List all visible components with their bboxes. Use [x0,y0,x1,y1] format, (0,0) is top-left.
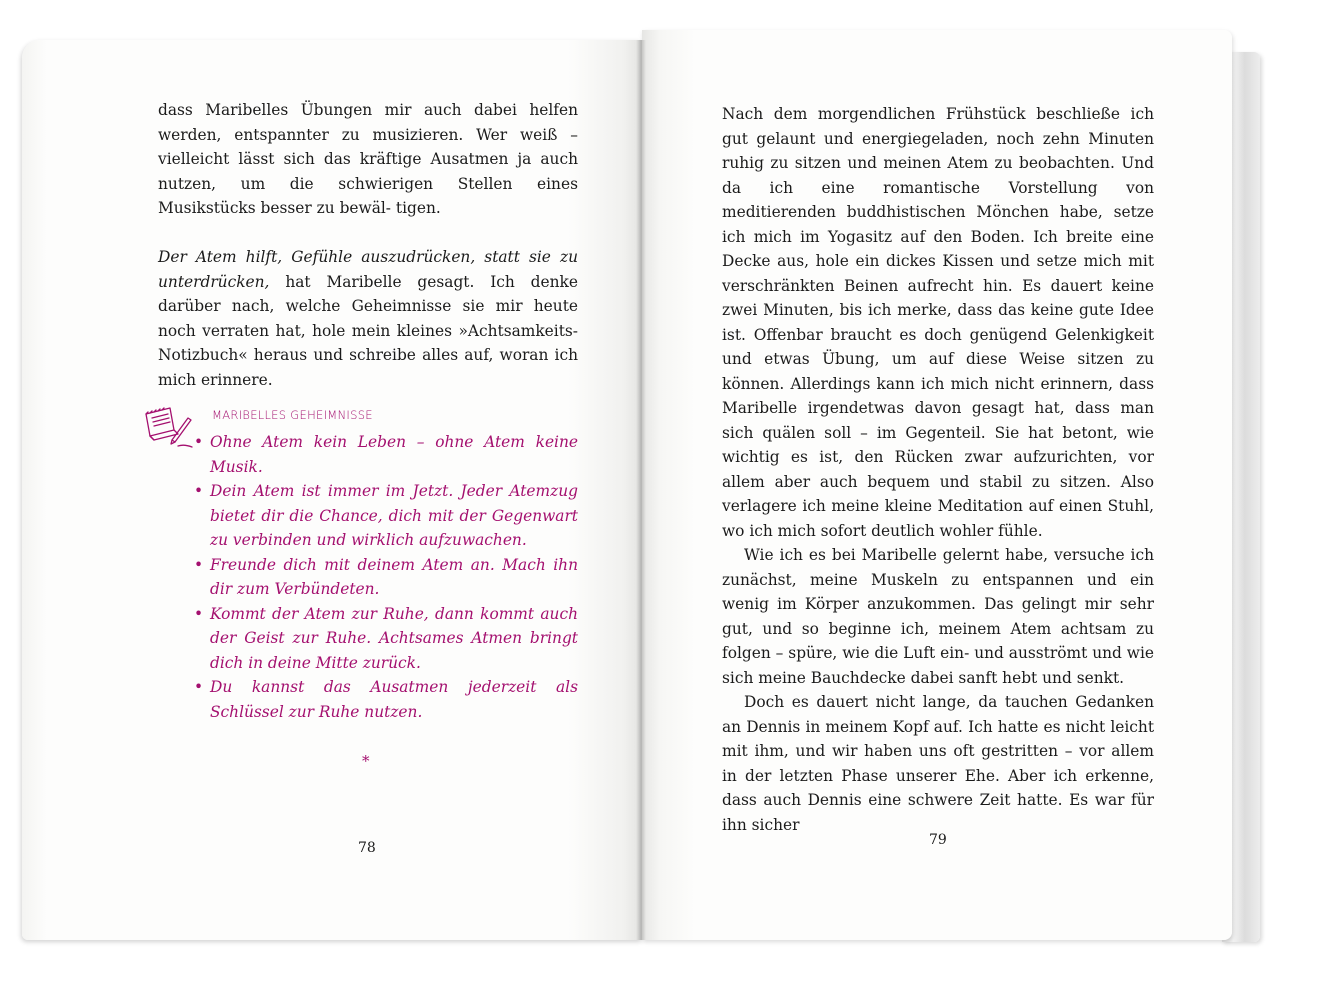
list-item [190,602,578,676]
left-paragraph-2 [158,245,578,392]
bullet-icon: • [194,555,204,574]
section-separator: * [362,752,370,770]
quote-italic: Der Atem hilft, Gefühle auszudrücken, statt sie zu unterdrücken, [158,248,578,291]
line: schwierigen Stellen eines Musikstücks besser zu bewäl- [158,174,578,217]
list-item [190,479,578,553]
right-paragraph-2: Wie ich es bei Maribelle gelernt habe, versuche ich zunächst, meine Muskeln zu entspannen und ein wenig im Körper anzukommen. Das gelingt mir sehr gut, und so beginne ich, meinem Atem achtsam zu folgen – spüre, wie die Luft ein- und ausströmt und wie sich meine Bauchdecke dabei sanft hebt und senkt. [722,546,1154,687]
secret-text: Dein Atem ist immer im Jetzt. Jeder Atemzug bietet dir die Chance, dich mit der Gegenwart zu verbinden und wirklich aufzuwachen. [210,482,578,549]
left-page [22,40,642,940]
bullet-icon: • [194,433,204,451]
secrets-list [190,430,578,724]
secret-text: Du kannst das Ausatmen jederzeit als Schlüssel zur Ruhe nutzen. [210,678,578,721]
notebook-pencil-icon [140,400,196,452]
line: entspannter zu musizieren. Wer weiß – vielleicht lässt [158,125,578,168]
bullet-icon: • [194,678,204,696]
right-page-body [722,102,1154,837]
line: dass Maribelles Übungen mir auch dabei helfen werden, [158,101,578,144]
line: tigen. [395,199,441,217]
right-paragraph-1: Nach dem morgendlichen Frühstück beschließe ich gut gelaunt und energiegeladen, noch zehn Minuten ruhig zu sitzen und meinen Atem zu beobachten. Und da ich eine romantische Vorstellung von meditierenden buddhistischen Mönchen habe, setze ich mich im Yogasitz auf den Boden. Ich breite eine Decke aus, hole ein dickes Kissen und setze mich mit verschränkten Beinen aufrecht hin. Es dauert keine zwei Minuten, bis ich merke, dass das keine gute Idee ist. Offenbar braucht es doch genügend Gelenkigkeit und etwas Übung, um auf diese Weise sitzen zu können. Allerdings kann ich mich nicht erinnern, dass Maribelle irgendetwas davon gesagt hat, dass man sich quälen soll – im Gegenteil. Sie hat betont, wie wichtig es ist, den Rücken zwar aufzurichten, vor allem aber auch bequem und stabil zu sitzen. Also verlagere ich meine kleine Meditation auf einen Stuhl, wo ich mich sofort deutlich wohler fühle. [722,105,1154,540]
bullet-icon: • [194,604,204,623]
right-page [642,30,1232,940]
page-number-right: 79 [929,832,947,848]
line: sich das kräftige Ausatmen ja auch nutzen, um die [158,150,578,193]
right-paragraph-3: Doch es dauert nicht lange, da tauchen Gedanken an Dennis in meinem Kopf auf. Ich hatte es nicht leicht mit ihm, und wir haben uns oft gestritten – vor allem in der letzten Phase unserer Ehe. Aber ich erkenne, dass auch Dennis eine schwere Zeit hatte. Es war für ihn sicher [722,693,1154,834]
secrets-heading: MARIBELLES GEHEIMNISSE [212,408,373,422]
paragraph-text: hat Maribelle gesagt. Ich denke darüber nach, welche Geheimnisse sie mir heute noch verraten hat, hole mein kleines »Achtsamkeits-Notizbuch« heraus und schreibe alles auf, woran ich mich erinnere. [158,272,578,389]
bullet-icon: • [194,482,204,500]
secret-text: Freunde dich mit deinem Atem an. Mach ihn dir zum Verbündeten. [210,555,578,598]
book-gutter [636,40,646,940]
list-item [190,553,578,602]
left-paragraph-1 [158,98,578,221]
secret-text: Ohne Atem kein Leben – ohne Atem keine Musik. [210,433,578,476]
list-item [190,430,578,479]
left-page-body [158,98,578,392]
list-item [190,675,578,724]
page-number-left: 78 [358,840,376,856]
secret-text: Kommt der Atem zur Ruhe, dann kommt auch der Geist zur Ruhe. Achtsames Atmen bringt dich in deine Mitte zurück. [210,604,578,672]
